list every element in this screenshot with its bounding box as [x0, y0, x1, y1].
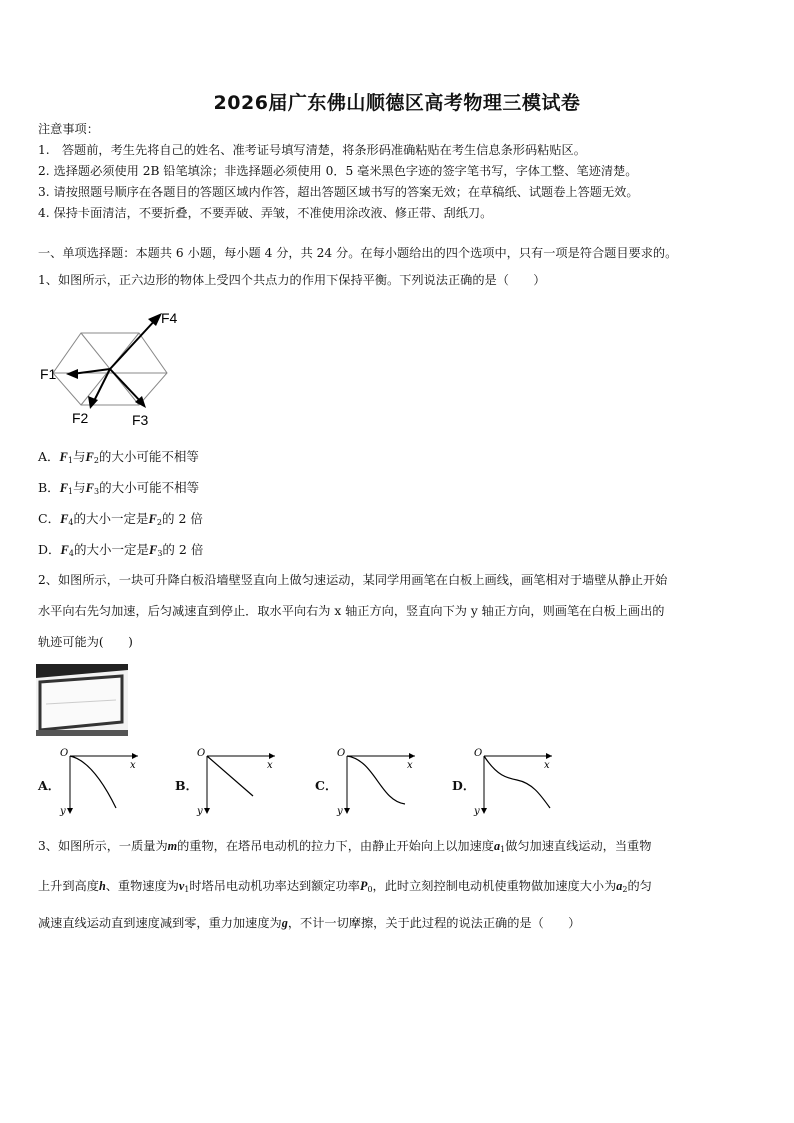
trajectory-d [484, 756, 550, 808]
q1-option-a[interactable]: A．$F_1$与$F_2$的大小可能不相等 [38, 449, 199, 465]
force-f4-arrow [110, 317, 158, 369]
q1-hexagon-figure [36, 305, 186, 430]
whiteboard-photo [36, 664, 128, 736]
origin-label: O [60, 748, 69, 759]
label-f3: F3 [132, 412, 149, 428]
trajectory-b [207, 756, 253, 796]
notice-item-3: 3. 请按照题号顺序在各题目的答题区域内作答，超出答题区域书写的答案无效；在草稿纸、试题卷上答题无效。 [38, 185, 639, 199]
y-axis-label: y [337, 806, 343, 816]
q1-option-d[interactable]: D．$F_4$的大小一定是$F_3$的 2 倍 [38, 542, 204, 558]
x-axis-label: x [407, 760, 413, 771]
trajectory-a [70, 756, 116, 808]
q3-stem-line-1: 3、如图所示，一质量为m的重物，在塔吊电动机的拉力下，由静止开始向上以加速度$a_1$做匀加速直线运动，当重物 [38, 839, 652, 854]
q1-stem: 1、如图所示，正六边形的物体上受四个共点力的作用下保持平衡。下列说法正确的是（ ） [38, 273, 546, 287]
label-f2: F2 [72, 410, 89, 426]
q2-graph-d [472, 746, 556, 816]
section-heading: 一、单项选择题：本题共 6 小题，每小题 4 分，共 24 分。在每小题给出的四个选项中，只有一项是符合题目要求的。 [38, 246, 678, 260]
q2-stem-line-1: 2、如图所示，一块可升降白板沿墙壁竖直向上做匀速运动，某同学用画笔在白板上画线，画笔相对于墙壁从静止开始 [38, 573, 668, 587]
y-axis-label: y [197, 806, 203, 816]
q2-graph-a [58, 746, 142, 816]
q1-option-b[interactable]: B．$F_1$与$F_3$的大小可能不相等 [38, 480, 200, 496]
y-axis-label: y [60, 806, 66, 816]
q1-option-c[interactable]: C．$F_4$的大小一定是$F_2$的 2 倍 [38, 511, 203, 527]
notice-heading: 注意事项： [38, 122, 99, 136]
q2-option-c-label[interactable]: C． [315, 778, 338, 793]
label-f4: F4 [161, 310, 178, 326]
q2-graph-b [195, 746, 279, 816]
x-axis-label: x [130, 760, 136, 771]
notice-item-1: 1. 答题前，考生先将自己的姓名、准考证号填写清楚，将条形码准确粘贴在考生信息条形码粘贴区。 [38, 143, 586, 157]
page-title: 2026届广东佛山顺德区高考物理三模试卷 [213, 92, 581, 114]
q2-stem-line-3: 轨迹可能为( ) [38, 635, 133, 649]
x-axis-label: x [267, 760, 273, 771]
q3-stem-line-2: 上升到高度h、重物速度为$v_1$时塔吊电动机功率达到额定功率$P_0$，此时立刻控制电动机使重物做加速度大小为$a_2$的匀 [38, 879, 652, 894]
q2-graph-c [335, 746, 419, 816]
q3-stem-line-3: 减速直线运动直到速度减到零，重力加速度为g，不计一切摩擦，关于此过程的说法正确的是（ ） [38, 916, 581, 930]
q2-option-b-label[interactable]: B． [175, 778, 199, 793]
q2-option-d-label[interactable]: D． [452, 778, 476, 793]
force-f2-arrow [93, 369, 110, 403]
x-axis-label: x [544, 760, 550, 771]
trajectory-c [347, 756, 405, 804]
q2-stem-line-2: 水平向右先匀加速，后匀减速直到停止．取水平向右为 x 轴正方向，竖直向下为 y 轴正方向，则画笔在白板上画出的 [38, 604, 665, 618]
notice-item-2: 2. 选择题必须使用 2B 铅笔填涂；非选择题必须使用 0．5 毫米黑色字迹的签字笔书写，字体工整、笔迹清楚。 [38, 164, 638, 178]
notice-item-4: 4. 保持卡面清洁，不要折叠，不要弄破、弄皱，不准使用涂改液、修正带、刮纸刀。 [38, 206, 493, 220]
label-f1: F1 [40, 366, 57, 382]
y-axis-label: y [474, 806, 480, 816]
q2-option-a-label[interactable]: A． [38, 778, 61, 793]
origin-label: O [197, 748, 206, 759]
force-f3-arrow [110, 369, 142, 403]
origin-label: O [474, 748, 483, 759]
origin-label: O [337, 748, 346, 759]
